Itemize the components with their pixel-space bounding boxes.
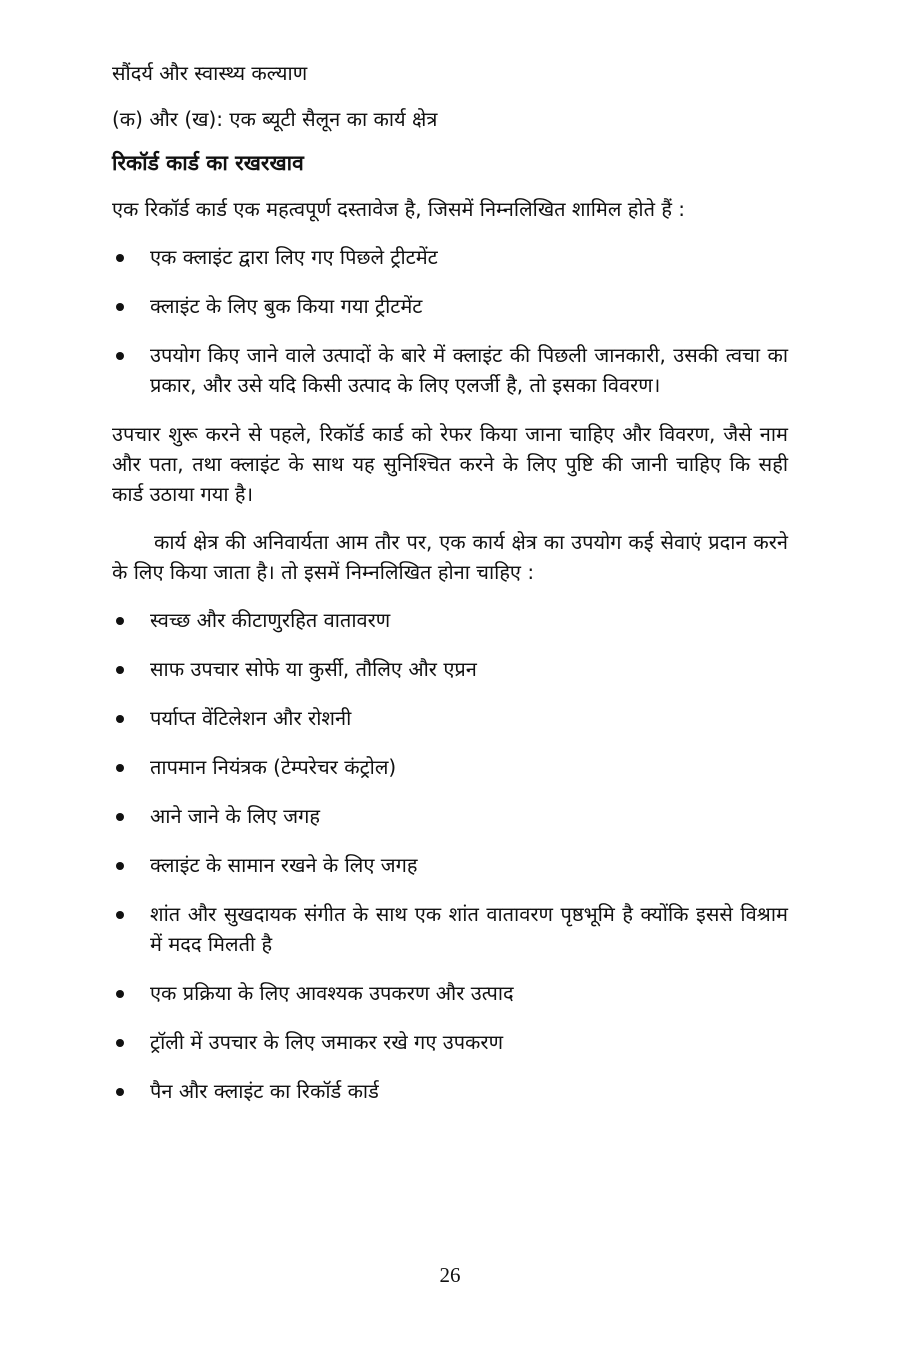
- page-number: 26: [439, 1263, 461, 1287]
- running-header: सौंदर्य और स्वास्थ्य कल्याण: [112, 61, 308, 85]
- list-item: [112, 340, 788, 400]
- list-item-text: एक क्लाइंट द्वारा लिए गए पिछले ट्रीटमेंट: [150, 245, 438, 269]
- list-item-text: एक प्रक्रिया के लिए आवश्यक उपकरण और उत्पाद: [150, 981, 514, 1005]
- list-item: [112, 1076, 788, 1106]
- list-item-text: उपयोग किए जाने वाले उत्पादों के बारे में क्लाइंट की पिछली जानकारी, उसकी त्वचा का प्रकार, और उसे यदि किसी उत्पाद के लिए एलर्जी है, तो इसका विवरण।: [150, 343, 788, 397]
- record-card-list: [112, 242, 788, 400]
- work-area-list: [112, 605, 788, 1106]
- bullet-icon: [116, 911, 124, 919]
- list-item-text: क्लाइंट के लिए बुक किया गया ट्रीटमेंट: [150, 294, 423, 318]
- bullet-icon: [116, 1039, 124, 1047]
- bullet-icon: [116, 764, 124, 772]
- bullet-icon: [116, 666, 124, 674]
- list-item: [112, 703, 788, 733]
- intro-paragraph: एक रिकॉर्ड कार्ड एक महत्वपूर्ण दस्तावेज है, जिसमें निम्नलिखित शामिल होते हैं :: [112, 197, 686, 221]
- bullet-icon: [116, 254, 124, 262]
- list-item: [112, 291, 788, 321]
- list-item: [112, 752, 788, 782]
- list-item: [112, 801, 788, 831]
- list-item: [112, 242, 788, 272]
- bullet-icon: [116, 715, 124, 723]
- list-item: [112, 978, 788, 1008]
- bullet-icon: [116, 990, 124, 998]
- bullet-icon: [116, 352, 124, 360]
- list-item: [112, 605, 788, 635]
- list-item-text: शांत और सुखदायक संगीत के साथ एक शांत वातावरण पृष्ठभूमि है क्योंकि इससे विश्राम में मदद मिलती है: [150, 902, 788, 956]
- list-item: [112, 899, 788, 959]
- list-item-text: पर्याप्त वेंटिलेशन और रोशनी: [150, 706, 352, 730]
- bullet-icon: [116, 303, 124, 311]
- list-item: [112, 1027, 788, 1057]
- page-content: [112, 56, 788, 1125]
- bullet-icon: [116, 1088, 124, 1096]
- list-item-text: स्वच्छ और कीटाणुरहित वातावरण: [150, 608, 391, 632]
- bullet-icon: [116, 617, 124, 625]
- list-item-text: आने जाने के लिए जगह: [150, 804, 320, 828]
- bullet-icon: [116, 862, 124, 870]
- section-heading: रिकॉर्ड कार्ड का रखरखाव: [112, 151, 304, 175]
- list-item-text: क्लाइंट के सामान रखने के लिए जगह: [150, 853, 418, 877]
- list-item-text: तापमान नियंत्रक (टेम्परेचर कंट्रोल): [150, 755, 397, 779]
- bullet-icon: [116, 813, 124, 821]
- work-area-paragraph: कार्य क्षेत्र की अनिवार्यता आम तौर पर, एक कार्य क्षेत्र का उपयोग कई सेवाएं प्रदान करने के लिए किया जाता है। तो इसमें निम्नलिखित होना चाहिए :: [112, 530, 788, 584]
- list-item: [112, 850, 788, 880]
- list-item-text: ट्रॉली में उपचार के लिए जमाकर रखे गए उपकरण: [150, 1030, 504, 1054]
- figure-caption: (क) और (ख): एक ब्यूटी सैलून का कार्य क्षेत्र: [112, 107, 438, 131]
- list-item-text: पैन और क्लाइंट का रिकॉर्ड कार्ड: [150, 1079, 379, 1103]
- before-treatment-paragraph: उपचार शुरू करने से पहले, रिकॉर्ड कार्ड को रेफर किया जाना चाहिए और विवरण, जैसे नाम और पता, तथा क्लाइंट के साथ यह सुनिश्चित करने के लिए पुष्टि की जानी चाहिए कि सही कार्ड उठाया गया है।: [112, 422, 788, 506]
- list-item-text: साफ उपचार सोफे या कुर्सी, तौलिए और एप्रन: [150, 657, 477, 681]
- list-item: [112, 654, 788, 684]
